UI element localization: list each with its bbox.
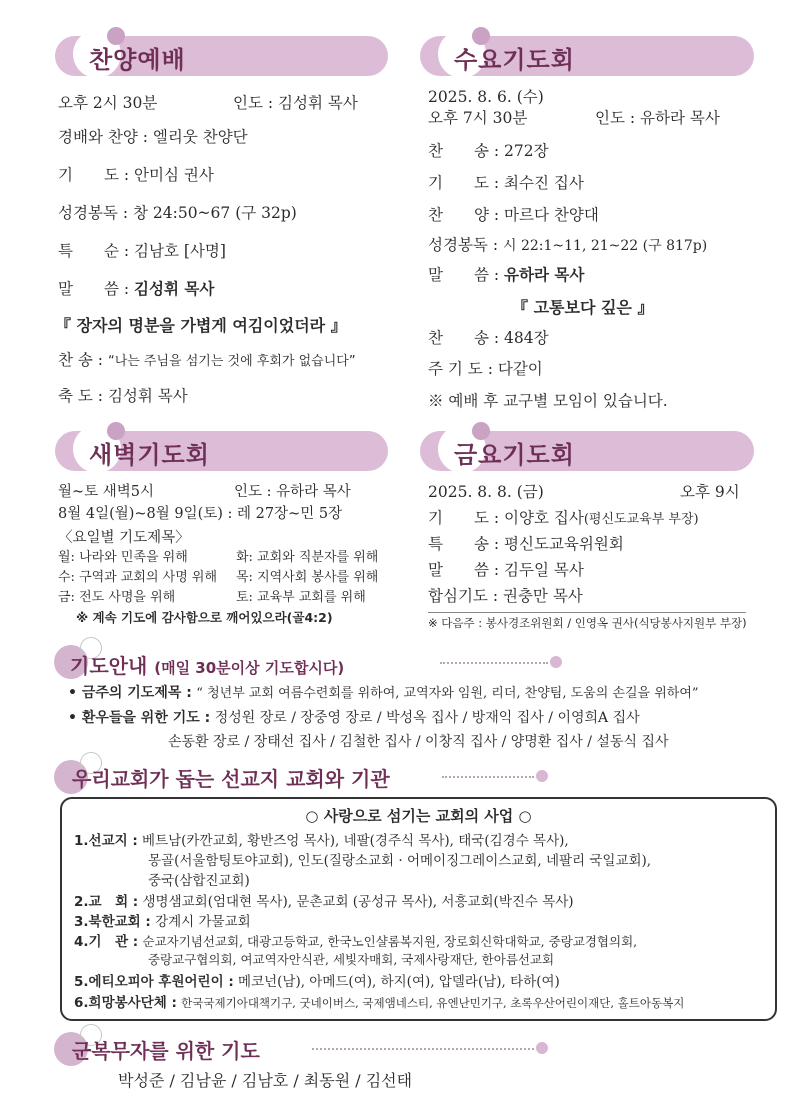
topic-right: 목: 지역사회 봉사를 위해	[236, 570, 379, 585]
service-date: 2025. 8. 8. (금)	[428, 483, 544, 501]
dotted-leader	[440, 662, 548, 664]
patients-prayer: • 환우들을 위한 기도 : 정성원 장로 / 장중영 장로 / 박성옥 집사 / 방재익 집사 / 이영희A 집사	[68, 710, 640, 726]
mission-item: 2.교 회 : 생명샘교회(엄대현 목사), 문촌교회 (공성규 목사), 서흥교회(박진수 목사)	[74, 894, 574, 910]
decorative-dot-icon	[536, 770, 548, 782]
section-header-wednesday-prayer	[420, 36, 754, 76]
service-row: 주 기 도 : 다같이	[428, 360, 543, 378]
topic-right: 토: 교육부 교회를 위해	[236, 590, 366, 605]
patients-prayer-line2: 손동환 장로 / 장태선 집사 / 김철한 집사 / 이창직 집사 / 양명환 집사 / 설동식 집사	[168, 734, 669, 750]
topic-left: 금: 전도 사명을 위해	[58, 590, 176, 605]
dawn-verse: ※ 계속 기도에 감사함으로 깨어있으라(골4:2)	[76, 610, 333, 625]
service-time: 오후 7시 30분	[428, 109, 528, 127]
sermon-title: 『 고통보다 깊은 』	[512, 298, 654, 317]
dawn-schedule: 월~토 새벽5시	[58, 484, 155, 500]
mission-item-line: 몽골(서울함팅토야교회), 인도(질랑소교회 · 어메이징그레이스교회, 네팔리 국일교회),	[148, 853, 652, 869]
service-row: 합심기도 : 권충만 목사	[428, 587, 583, 605]
topic-left: 수: 구역과 교회의 사명 위해	[58, 570, 218, 585]
mission-item: 4.기 관 : 순교자기념선교회, 대광고등학교, 한국노인샬롬복지원, 장로회신학대학교, 중랑교경협의회,	[74, 934, 638, 950]
section-header-dawn-prayer	[55, 431, 388, 471]
service-row: 기 도 : 이양호 집사(평신도교육부 부장)	[428, 509, 699, 527]
service-row-sermon: 말 씀 : 유하라 목사	[428, 266, 585, 284]
divider	[428, 612, 746, 613]
military-names: 박성준 / 김남윤 / 김남호 / 최동원 / 김선태	[118, 1071, 413, 1090]
dotted-leader	[312, 1048, 534, 1050]
military-heading: 군복무자를 위한 기도	[72, 1039, 260, 1063]
mission-item-line: 중랑교구협의회, 여교역자안식관, 세빛자매회, 국제사랑재단, 한아름선교회	[148, 952, 555, 967]
section-header-friday-prayer	[420, 431, 754, 471]
worship-leader: 인도 : 김성휘 목사	[233, 94, 358, 112]
missions-heading: 우리교회가 돕는 선교지 교회와 기관	[72, 767, 390, 791]
dawn-leader: 인도 : 유하라 목사	[234, 484, 351, 500]
mission-item-line: 중국(삼합진교회)	[148, 873, 250, 889]
topic-right: 화: 교회와 직분자를 위해	[236, 550, 379, 565]
service-leader: 인도 : 유하라 목사	[595, 109, 720, 127]
service-row: 기 도 : 최수진 집사	[428, 174, 584, 192]
service-date: 2025. 8. 6. (수)	[428, 88, 544, 106]
service-row: 찬 양 : 마르다 찬양대	[428, 206, 599, 224]
service-row: 특 송 : 평신도교육위원회	[428, 535, 624, 553]
mission-item: 5.에티오피아 후원어린이 : 메코넌(남), 아메드(여), 하지(여), 압델라(남), 타하(여)	[74, 974, 560, 990]
topics-heading: 〈요일별 기도제목〉	[58, 530, 190, 546]
section-title: 새벽기도회	[89, 441, 210, 469]
service-row: 성경봉독 : 시 22:1~11, 21~22 (구 817p)	[428, 236, 708, 254]
sermon-title: 『 장자의 명분을 가볍게 여김이었더라 』	[55, 316, 347, 335]
section-header-sunday-worship	[55, 36, 388, 76]
missions-box-title: ○ 사랑으로 섬기는 교회의 사업 ○	[305, 807, 532, 825]
worship-row: 특 순 : 김남호 [사명]	[58, 242, 226, 260]
section-title: 금요기도회	[454, 441, 575, 469]
service-row: 찬 송 : 272장	[428, 142, 549, 160]
decorative-dot-icon	[550, 656, 562, 668]
section-title: 수요기도회	[454, 46, 575, 74]
worship-row-sermon: 말 씀 : 김성휘 목사	[58, 280, 215, 298]
worship-time: 오후 2시 30분	[58, 94, 158, 112]
weekly-prayer-topic: • 금주의 기도제목 : “ 청년부 교회 여름수련회를 위하여, 교역자와 임원, 리더, 찬양팀, 도움의 손길을 위하여”	[68, 685, 699, 701]
next-week-note: ※ 다음주 : 봉사경조위원회 / 인영옥 권사(식당봉사지원부 부장)	[428, 616, 747, 630]
section-title: 찬양예배	[89, 46, 186, 74]
dawn-reading: 8월 4일(월)~8월 9일(토) : 레 27장~민 5장	[58, 506, 343, 522]
dotted-leader	[442, 776, 534, 778]
worship-row: 기 도 : 안미심 권사	[58, 166, 214, 184]
prayer-guide-heading: 기도안내 (매일 30분이상 기도합시다)	[70, 654, 345, 678]
mission-item: 1.선교지 : 베트남(카깐교회, 황반즈엉 목사), 네팔(경주식 목사), 태국(김경수 목사),	[74, 833, 569, 849]
service-row: 말 씀 : 김두일 목사	[428, 561, 584, 579]
hymn-row: 찬 송 : “나는 주님을 섬기는 것에 후회가 없습니다”	[58, 351, 356, 369]
topic-left: 월: 나라와 민족을 위해	[58, 550, 188, 565]
mission-item: 6.희망봉사단체 : 한국국제기아대책기구, 굿네이버스, 국제앰네스티, 유엔난민기구, 초록우산어린이재단, 홀트아동복지	[74, 995, 685, 1011]
benediction-row: 축 도 : 김성휘 목사	[58, 387, 188, 405]
missions-box	[60, 797, 777, 1021]
service-row: 찬 송 : 484장	[428, 329, 549, 347]
mission-item: 3.북한교회 : 강계시 가물교회	[74, 914, 251, 930]
service-notice: ※ 예배 후 교구별 모임이 있습니다.	[428, 392, 668, 410]
service-time: 오후 9시	[680, 483, 740, 501]
decorative-dot-icon	[536, 1042, 548, 1054]
worship-row: 경배와 찬양 : 엘리웃 찬양단	[58, 128, 248, 146]
worship-row: 성경봉독 : 창 24:50~67 (구 32p)	[58, 204, 297, 222]
